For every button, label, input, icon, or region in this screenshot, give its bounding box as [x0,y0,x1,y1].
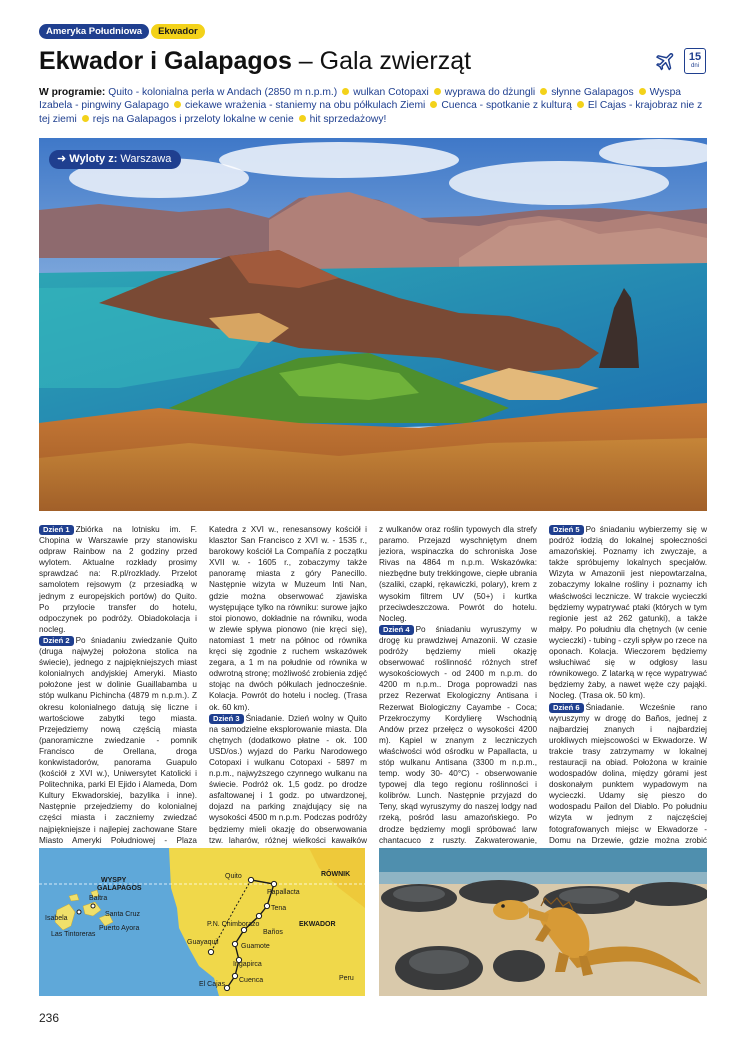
bullet-dot [299,115,306,122]
program-item: ciekawe wrażenia - staniemy na obu półkulach Ziemi [184,100,426,112]
itinerary-continued [209,524,367,713]
day-text: Zbiórka na lotnisku im. F. Chopina w Warszawie przy stanowisku odpraw Rainbow na 2 godziny przed wylotem. Aktualne rozkłady prosimy sprawdzać na: R.pl/rozklady. Przelot samolotem rejsowym (z przesiadką w jednym z europejskich portów) do Quito. Po przylocie transfer do hotelu, odpoczynek po podróży. Obiadokolacja i nocleg. [39,525,197,634]
itinerary-day [549,524,707,702]
map-place: Guayaquil [187,939,219,946]
map-place: Peru [339,975,354,982]
program-item: rejs na Galapagos i przeloty lokalne w cenie [92,113,294,125]
map-place: Quito [225,873,242,880]
flights-badge[interactable] [49,150,181,169]
itinerary-columns [39,524,707,845]
day-badge: Dzień 6 [549,703,584,713]
route-map [39,848,365,996]
iguana-illustration [379,848,707,996]
itinerary-day [39,524,197,635]
itinerary-column-3 [379,524,537,857]
map-label: RÓWNIK [321,871,351,878]
itinerary-day [379,624,537,857]
bullet-dot [540,88,547,95]
program-item: Wyspa Izabela - pingwiny Galapago [39,87,682,112]
map-place: Ingapirca [233,961,262,968]
itinerary-column-2 [209,524,367,857]
bullet-dot [434,88,441,95]
days-badge [684,48,706,74]
page-title [39,46,471,76]
route-map-svg [39,848,365,996]
day-text: Po śniadaniu zwiedzanie Quito (druga najwyżej położona stolica na świecie), jednego z najpiękniejszych miast kolonialnych andyjskiej Ameryki. Miasto położone jest w dolinie Guaillabamba u stóp wulkanu Pichincha (4879 m n.p.m.). Z okresu kolonialnego datują się liczne i wartościowe zabytki tego miasta. Przejedziemy nową częścią miasta (panoramiczne zwiedzanie - pomnik Francisco de Orellana, droga konkwistadorów, panorama Guapulo (kościół z XVI w.), Uniwersytet Katolicki i Politechnika, parki El Ejido i Alameda, Dom Kultury Ekwadorskiej, bazylika i inne). Następnie przejedziemy do kolonialnej części miasta i zaczniemy zwiedzać najpiękniejsze i najlepiej zachowane Stare Miasto Ameryki Południowej - Plaza [39,635,197,845]
program-item: wyprawa do dżungli [444,87,536,98]
map-place: El Cajas [199,981,226,988]
map-place: Baltra [89,895,108,902]
program-item: słynne Galapagos [551,87,634,98]
program-label: W programie: [39,87,106,98]
map-place: Puerto Ayora [99,925,140,932]
day-badge: Dzień 5 [549,525,584,535]
days-number: 15 [688,51,702,63]
map-label: EKWADOR [299,921,336,928]
bullet-dot [342,88,349,95]
itinerary-day [39,635,197,868]
map-place: Isabela [45,915,68,922]
program-item: wulkan Cotopaxi [353,87,429,98]
program-item: hit sprzedażowy! [309,113,387,125]
day-badge: Dzień 1 [39,525,74,535]
map-place: Cuenca [239,977,264,984]
bullet-dot [430,101,437,108]
bullet-dot [639,88,646,95]
map-place: Baños [263,929,283,936]
map-place: Tena [271,905,287,912]
itinerary-column-1 [39,524,197,868]
map-place: Guamote [241,943,270,950]
landscape-illustration [39,138,707,511]
day-text: Katedra z XVI w., renesansowy kościół i klasztor San Francisco z XVI w. - 1535 r., barokowy kościół La Compañía z początku XVII w. - 1605 r., zobaczymy także panoramę miasta z góry Panecillo. Następnie wizyta w Muzeum Inti Nan, gdzie można obserwować zjawiska występujące tylko na równiku: surowe jajko stoi pionowo, dokładnie na równiku, woda w zlewie spływa pionowo (nie kręci się), natomiast 1 metr na północ od równika kręci się zgodnie z ruchem wskazówek zegara, a 1 m na południe od równika w odwrotną stronę; możliwość zrobienia zdjęć stojąc na dwóch półkulach jednocześnie. Kolacja. Powrót do hotelu i nocleg. (Trasa ok. 60 km). [209,525,367,712]
day-text: Śniadanie. Dzień wolny w Quito na samodzielne eksplorowanie miasta. Dla chętnych (dodatkowo płatne - ok. 100 USD/os.) wyjazd do Parku Narodowego Cotopaxi i wulkanu Cotopaxi - 5897 m n.p.m., najwyższego czynnego wulkanu na świecie. Podróż ok. 1,5 godz. po drodze asfaltowanej i 1 godz. po utwardzonej, dojazd na parking znajdujący się na wysokości 4500 m n.p.m. Podczas podróży będziemy mieli okazję do obserwowania tzw. laharów, różnej wielkości kawałków [209,713,367,845]
map-place: Las Tintoreras [51,931,96,938]
day-badge: Dzień 2 [39,636,74,646]
breadcrumb [39,24,205,39]
iguana-photo [379,848,707,996]
bullet-dot [174,101,181,108]
title-subtitle: – Gala zwierząt [291,47,472,75]
hero-photo [39,138,707,511]
program-item: Quito - kolonialna perła w Andach (2850 m n.p.m.) [108,87,338,98]
day-text: Śniadanie. Wcześnie rano wyruszymy w drogę do Baños, jednej z najbardziej znanych i najbardziej urokliwych miejscowości w Ekwadorze. W trakcie trasy zatrzymamy w lokalnej restauracji na obiad. Położona w krainie wodospadów dolina, między górami jest doskonałym punktem wypadowym na wycieczki. Udamy się pieszo do wodospadu Pailon del Diablo. Po południu wizyta w jednym z najczęściej fotografowanych miejsc w Ekwadorze - Domu na Drzewie, gdzie można zrobić [549,702,707,845]
map-place: Santa Cruz [105,911,141,918]
breadcrumb-country[interactable]: Ekwador [151,24,205,39]
days-label: dni [690,63,699,69]
page-number: 236 [39,1011,60,1025]
day-text: Po śniadaniu wybierzemy się w podróż łodzią do lokalnej społeczności amazońskiej. Poznamy ich zwyczaje, a także spróbujemy lokalnych specjałów. Wizyta w Amazonii jest niepowtarzalna, zobaczymy lokalne rośliny i poznamy ich właściwości lecznicze. W trakcie wycieczki będziemy wypatrywać ptaki (których w tym regionie jest aż 262 gatunki), a także małpy. Po południu dla chętnych (w cenie wycieczki) - tubing - czyli spływ po rzece na oponach. Kolacja. Wieczorem będziemy wsłuchiwać się w odgłosy lasu równikowego. Z latarką w ręce wypatrywać będziemy żaby, a nawet węże czy pająki. Nocleg. (Trasa ok. 50 km). [549,525,707,701]
title-main: Ekwador i Galapagos [39,47,292,75]
bullet-dot [82,115,89,122]
itinerary-column-4 [549,524,707,857]
map-place: Papallacta [267,889,300,896]
arrow-right-icon: ➜ [57,153,67,165]
program-list [39,86,707,126]
flights-city: Warszawa [120,153,172,165]
day-badge: Dzień 4 [379,625,414,635]
map-label: WYSPY [101,877,127,884]
plane-icon [655,50,677,72]
day-text: z wulkanów oraz roślin typowych dla strefy paramo. Przejazd wyschniętym dnem jeziora, wspinaczka do schroniska Jose Rivas na 4864 m n.p.m. Wskazówka: niezbędne buty trekkingowe, ciepłe ubrania (szaliki, czapki, rękawiczki, polary), krem z wysokim filtrem UV (50+) i kurtka przeciwdeszczowa. Powrót do hotelu. Nocleg. [379,525,537,623]
itinerary-day [549,702,707,857]
breadcrumb-region[interactable]: Ameryka Południowa [39,24,149,39]
itinerary-day [209,713,367,857]
day-text: Po śniadaniu wyruszymy w drogę ku prawdziwej Amazonii. W czasie podróży będziemy mieli okazję obserwować roślinność różnych stref wysokościowych - od 2400 m n.p.m. do 4200 m n.p.m.. Droga poprowadzi nas przez Rezerwat Ekologiczny Antisana i Rezerwat Biologiczny Cayambe - Coca; Przekroczymy Kordylierę Wschodnią Andów przez przełęcz o wysokości 4200 m). Kąpiel w znanym z leczniczych właściwości wód ośrodku w Papallacta, u stóp wulkanu Antisana (3300 m n.p.m., temp. wody 30- 40°C) - obserwowanie typowej dla tego regionu roślinności i kolibrów. Lunch. Następnie przyjazd do Teny, skąd wyruszymy do naszej lodgy nad rzeką, pośród lasu amazońskiego. Po drodze będziemy mogli spróbować larw chantacuco z ruszty. Zakwaterowanie, [379,624,537,845]
program-item: El Cajas - krajobraz nie z tej ziemi [39,100,703,125]
day-badge: Dzień 3 [209,714,244,724]
itinerary-continued [379,524,537,624]
bullet-dot [577,101,584,108]
map-place: P.N. Chimborazo [207,921,260,928]
flights-label: Wyloty z: [69,153,118,165]
map-label: GALAPAGOS [97,885,142,892]
program-item: Cuenca - spotkanie z kulturą [441,100,572,112]
